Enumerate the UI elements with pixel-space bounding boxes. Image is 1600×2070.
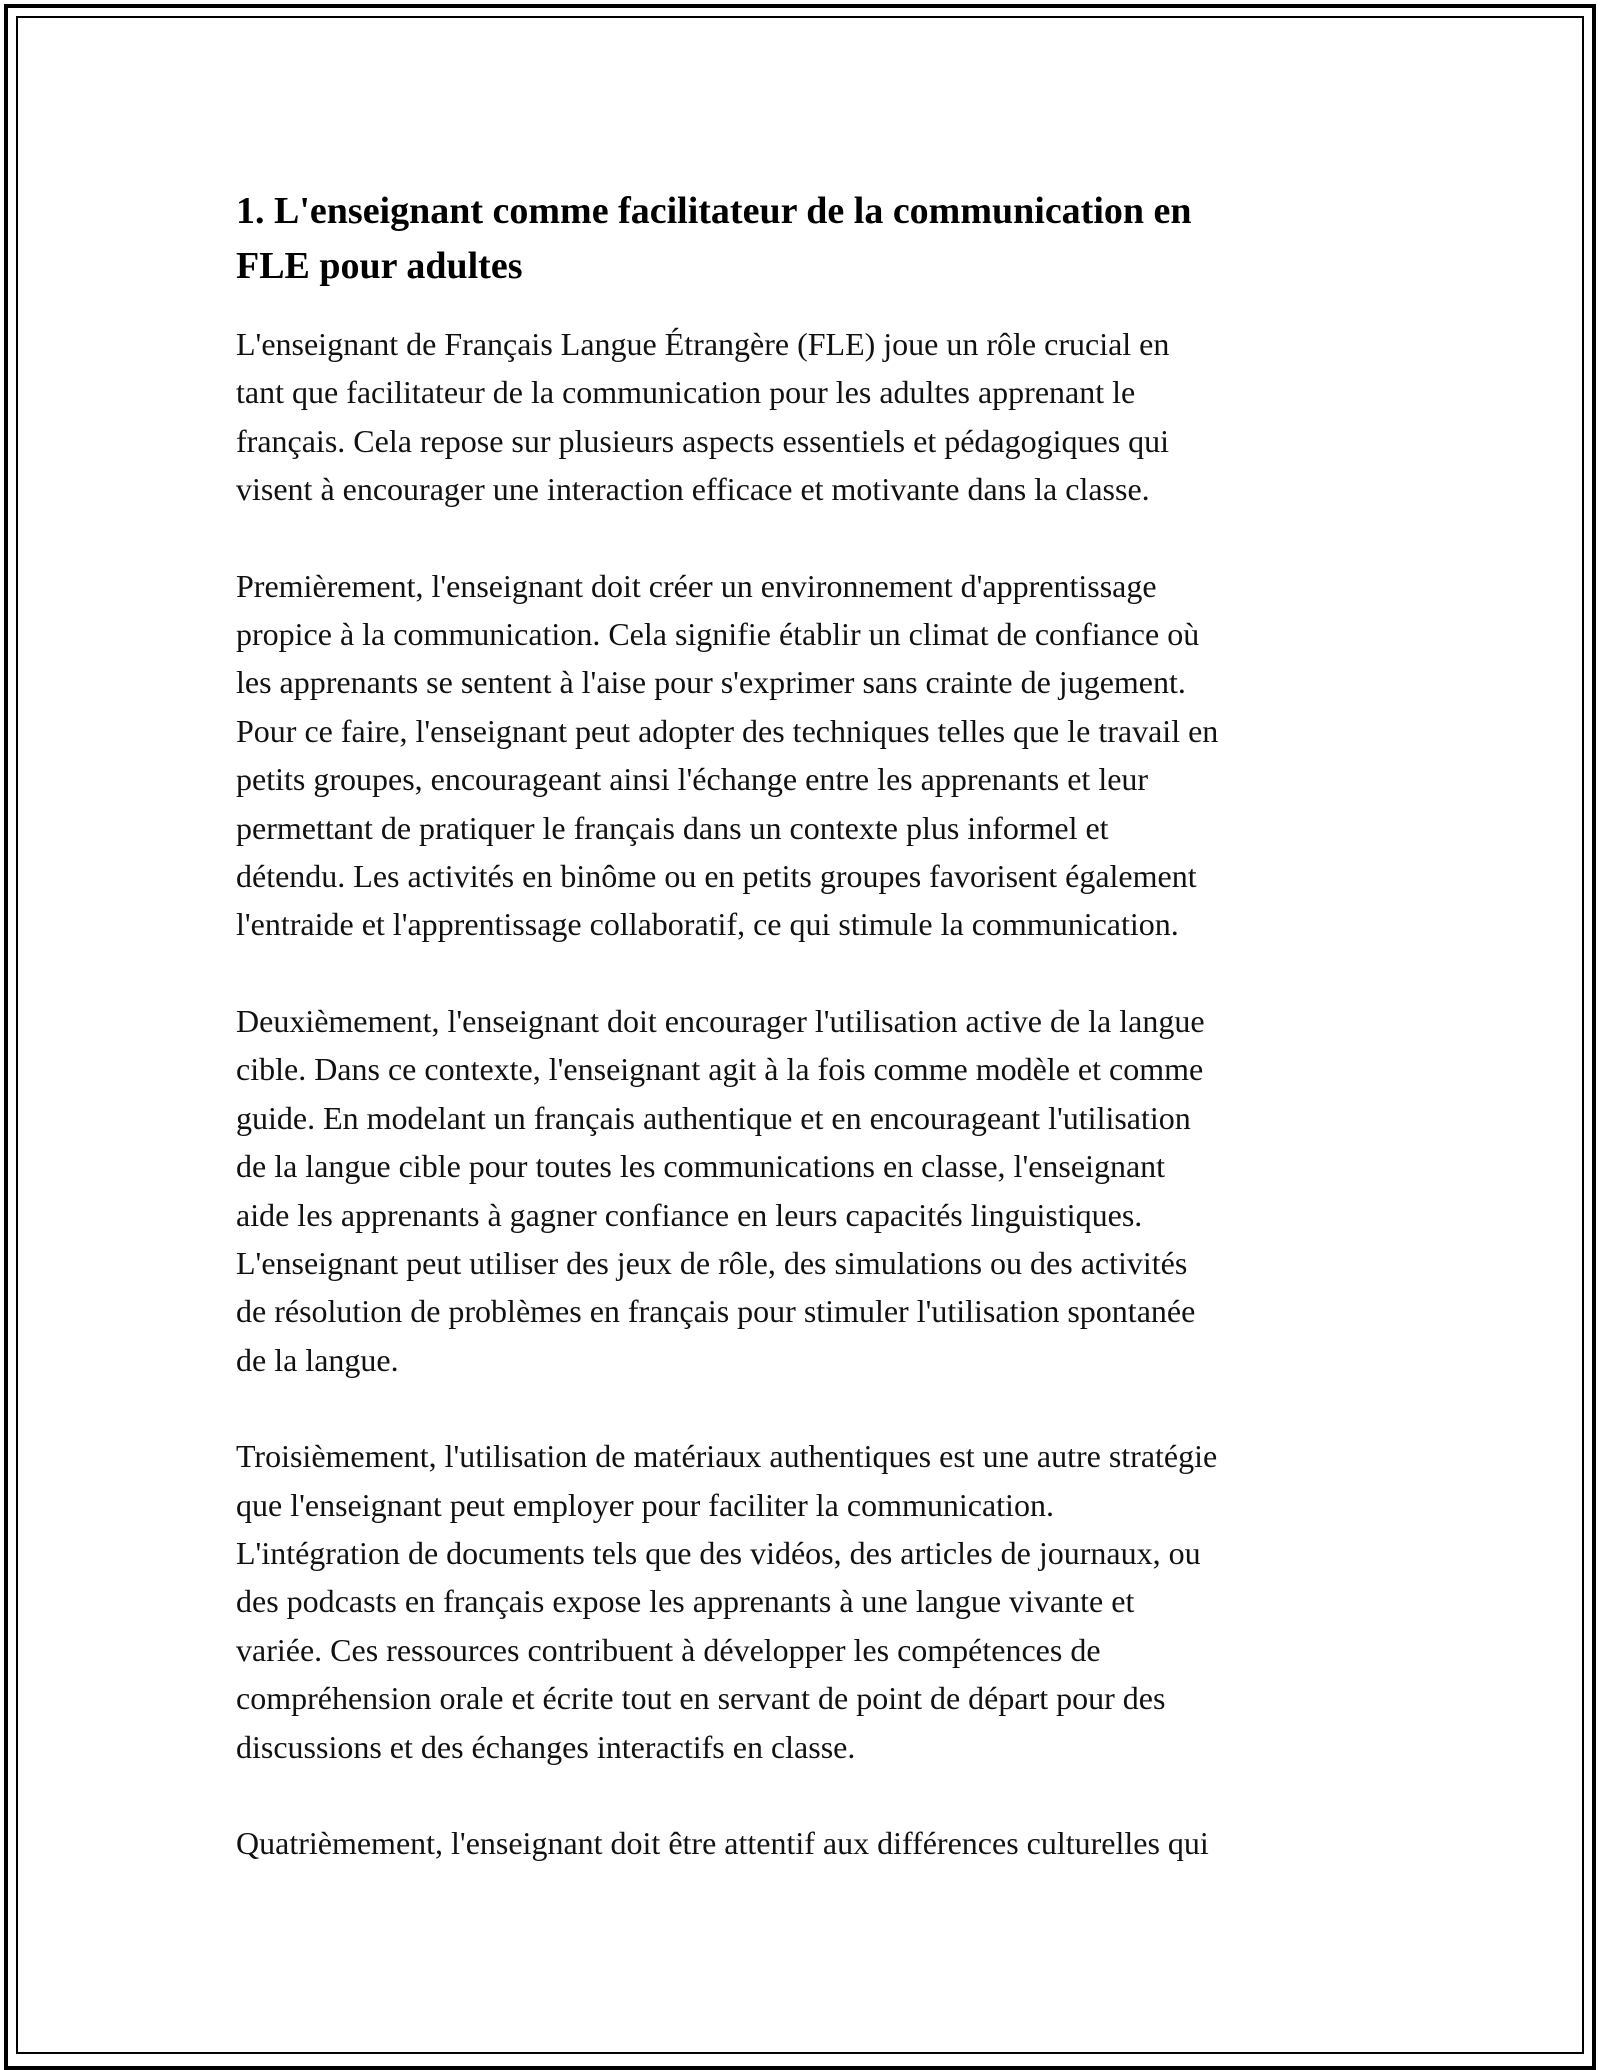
paragraph-premierement: Premièrement, l'enseignant doit créer un environnement d'apprentissage propice à la communication. Cela signifie établir un climat de confiance où les apprenants se sentent à l'aise pour s'exprimer sans crainte de jugement. Pour ce faire, l'enseignant peut adopter des techniques telles que le travail en petits groupes, encourageant ainsi l'échange entre les apprenants et leur permettant de pratiquer le français dans un contexte plus informel et détendu. Les activités en binôme ou en petits groupes favorisent également l'entraide et l'apprentissage collaboratif, ce qui stimule la communication. — [236, 567, 1219, 943]
document-body — [236, 184, 1376, 1915]
paragraph-introduction: L'enseignant de Français Langue Étrangère (FLE) joue un rôle crucial en tant que facilitateur de la communication pour les adultes apprenant le français. Cela repose sur plusieurs aspects essentiels et pédagogiques qui visent à encourager une interaction efficace et motivante dans la classe. — [236, 326, 1170, 508]
paragraph-deuxiemement: Deuxièmement, l'enseignant doit encourager l'utilisation active de la langue cible. Dans ce contexte, l'enseignant agit à la fois comme modèle et comme guide. En modelant un français authentique et en encourageant l'utilisation de la langue cible pour toutes les communications en classe, l'enseignant aide les apprenants à gagner confiance en leurs capacités linguistiques. L'enseignant peut utiliser des jeux de rôle, des simulations ou des activités de résolution de problèmes en français pour stimuler l'utilisation spontanée de la langue. — [236, 1002, 1205, 1378]
paragraph-troisiemement: Troisièmement, l'utilisation de matériaux authentiques est une autre stratégie que l'enseignant peut employer pour faciliter la communication. L'intégration de documents tels que des vidéos, des articles de journaux, ou des podcasts en français expose les apprenants à une langue vivante et variée. Ces ressources contribuent à développer les compétences de compréhension orale et écrite tout en servant de point de départ pour des discussions et des échanges interactifs en classe. — [236, 1438, 1218, 1765]
section-heading: 1. L'enseignant comme facilitateur de la communication en FLE pour adultes — [236, 190, 1192, 287]
paragraph-quatriemement: Quatrièmement, l'enseignant doit être attentif aux différences culturelles qui — [236, 1824, 1209, 1861]
